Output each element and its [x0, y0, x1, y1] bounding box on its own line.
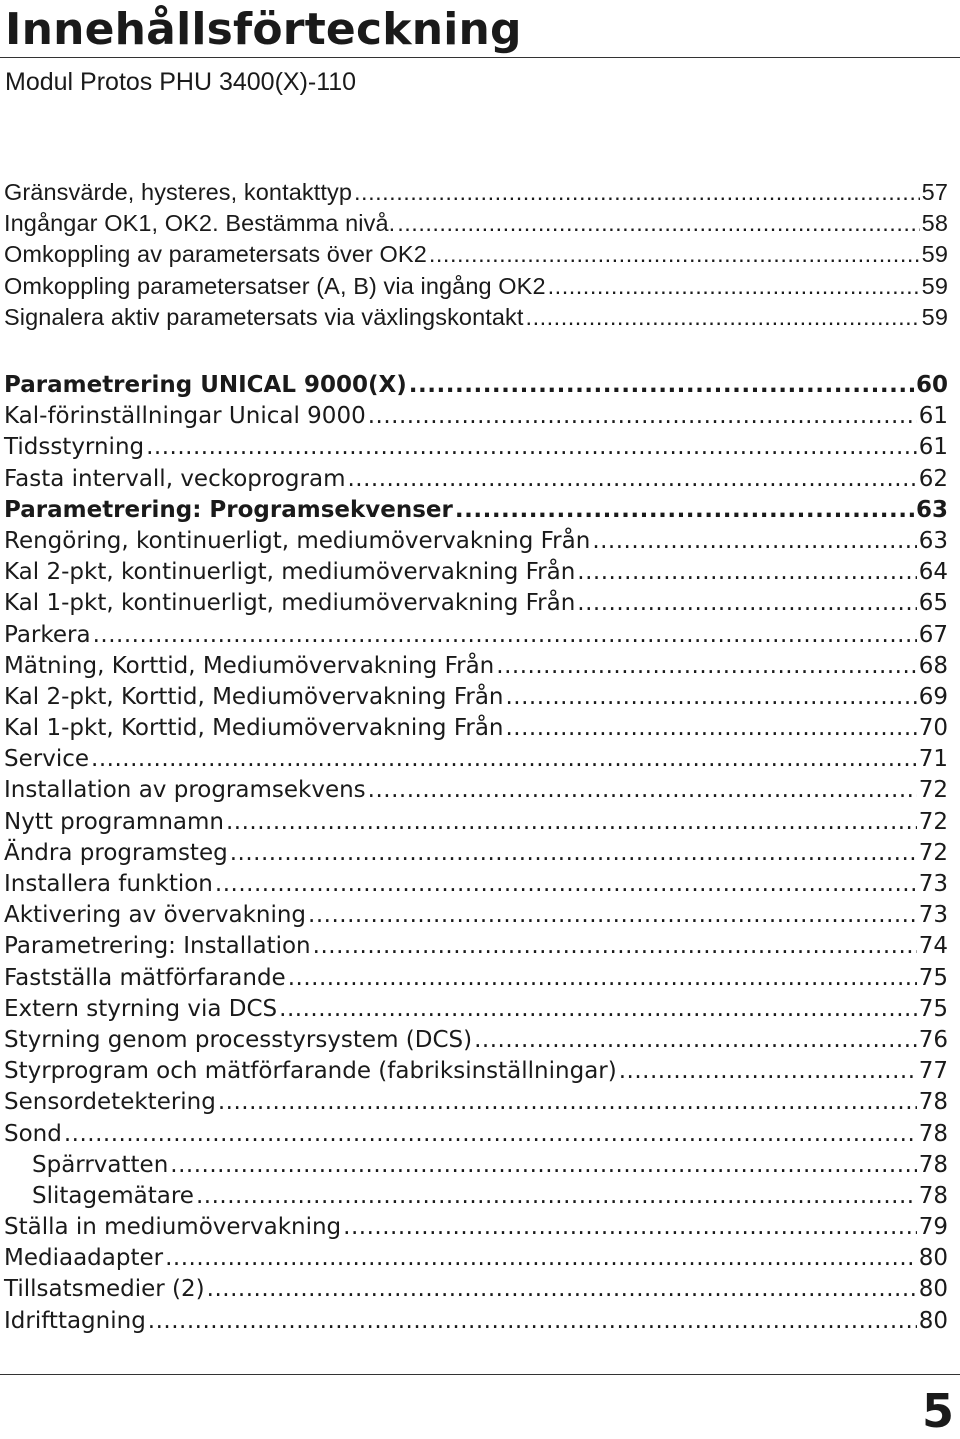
toc-entry-label: Installation av programsekvens: [4, 777, 366, 804]
toc-entry[interactable]: [4, 684, 948, 715]
toc-entry-page: 70: [918, 715, 948, 742]
toc-entry-page: 77: [918, 1058, 948, 1085]
toc-entry[interactable]: [4, 466, 948, 497]
toc-entry-page: 79: [918, 1214, 948, 1241]
toc-entry[interactable]: [4, 622, 948, 653]
toc-dot-leader: [577, 559, 916, 585]
toc-group-inputs: [4, 179, 948, 335]
toc-dot-leader: [165, 1245, 917, 1271]
toc-entry-page: 65: [918, 590, 948, 617]
toc-entry[interactable]: [4, 746, 948, 777]
toc-entry[interactable]: [4, 304, 948, 335]
toc-entry[interactable]: [4, 434, 948, 465]
toc-entry-page: 78: [918, 1120, 948, 1147]
toc-entry[interactable]: [4, 1308, 948, 1339]
toc-dot-leader: [196, 1183, 917, 1209]
toc-dot-leader: [313, 933, 917, 959]
toc-entry[interactable]: [4, 179, 948, 210]
toc-dot-leader: [226, 809, 917, 835]
toc-dot-leader: [526, 304, 920, 331]
toc-entry-page: 74: [918, 933, 948, 960]
page-number: 5: [921, 1384, 954, 1438]
toc-entry-label: Parametrering: Installation: [4, 933, 311, 960]
toc-dot-leader: [343, 1214, 917, 1240]
toc-entry-label: Mätning, Korttid, Mediumövervakning Från: [4, 652, 495, 679]
toc-dot-leader: [548, 273, 920, 300]
toc-entry[interactable]: [4, 1214, 948, 1245]
toc-entry-page: 78: [918, 1089, 948, 1116]
toc-dot-leader: [354, 179, 920, 206]
toc-entry-page: 73: [918, 902, 948, 929]
toc-entry-label: Kal 1-pkt, Korttid, Mediumövervakning Från: [4, 715, 504, 742]
toc-entry-label: Tidsstyrning: [4, 434, 145, 461]
toc-entry-label: Omkoppling parametersatser (A, B) via ingång OK2: [4, 272, 546, 299]
toc-entry-label: Tillsatsmedier (2): [4, 1276, 205, 1303]
toc-dot-leader: [64, 1121, 917, 1147]
toc-entry-page: 69: [918, 683, 948, 710]
toc-entry-page: 80: [918, 1245, 948, 1272]
toc-group-parametrering: [4, 372, 948, 1339]
toc-dot-leader: [619, 1058, 917, 1084]
toc-dot-leader: [474, 1027, 917, 1053]
toc-entry[interactable]: [4, 1245, 948, 1276]
toc-entry[interactable]: [4, 590, 948, 621]
toc-entry-label: Rengöring, kontinuerligt, mediumövervakning Från: [4, 527, 591, 554]
toc-dot-leader: [288, 965, 917, 991]
page-subtitle: Modul Protos PHU 3400(X)-110: [5, 68, 357, 96]
footer-divider: [0, 1374, 960, 1375]
toc-entry-label: Kal 2-pkt, kontinuerligt, mediumövervakning Från: [4, 559, 576, 586]
toc-entry[interactable]: [4, 403, 948, 434]
toc-dot-leader: [170, 1152, 916, 1178]
toc-dot-leader: [496, 653, 916, 679]
toc-entry-page: 62: [918, 465, 948, 492]
toc-entry-page: 68: [918, 652, 948, 679]
toc-entry[interactable]: [4, 1058, 948, 1089]
toc-entry[interactable]: [4, 809, 948, 840]
toc-entry-page: 75: [918, 964, 948, 991]
toc-entry-page: 73: [918, 871, 948, 897]
toc-entry-page: 60: [915, 372, 948, 398]
page-title: Innehållsförteckning: [5, 4, 522, 55]
toc-entry-page: 59: [921, 272, 948, 299]
toc-entry-page: 76: [918, 1026, 948, 1053]
toc-entry[interactable]: [4, 1276, 948, 1307]
toc-entry[interactable]: [4, 715, 948, 746]
toc-entry[interactable]: [4, 653, 948, 684]
toc-entry[interactable]: [4, 933, 948, 964]
toc-entry-page: 59: [921, 241, 948, 268]
toc-entry-label: Spärrvatten: [32, 1151, 169, 1178]
toc-entry[interactable]: [4, 372, 948, 403]
toc-entry-label: Nytt programnamn: [4, 808, 224, 835]
toc-dot-leader: [308, 902, 917, 928]
toc-entry-label: Aktivering av övervakning: [4, 902, 307, 929]
toc-entry-label: Idrifttagning: [4, 1307, 146, 1334]
toc-entry-label: Parkera: [4, 621, 91, 648]
toc-entry[interactable]: [4, 241, 948, 272]
toc-entry[interactable]: [4, 497, 948, 528]
toc-entry-page: 63: [918, 527, 948, 554]
toc-entry-page: 72: [918, 808, 948, 835]
toc-entry[interactable]: [4, 996, 948, 1027]
toc-entry-page: 75: [918, 995, 948, 1022]
toc-dot-leader: [91, 746, 917, 772]
toc-dot-leader: [409, 372, 914, 398]
toc-entry-page: 80: [918, 1307, 948, 1334]
toc-entry-page: 80: [918, 1276, 948, 1303]
toc-entry-label: Extern styrning via DCS: [4, 995, 278, 1022]
toc-entry-page: 59: [921, 303, 948, 330]
toc-entry-page: 61: [918, 434, 948, 461]
toc-dot-leader: [506, 715, 917, 741]
toc-entry[interactable]: [4, 777, 948, 808]
toc-entry-label: Parametrering UNICAL 9000(X): [4, 372, 407, 398]
toc-dot-leader: [577, 590, 916, 616]
toc-entry[interactable]: [4, 1121, 948, 1152]
toc-entry[interactable]: [4, 965, 948, 996]
toc-entry-page: 57: [921, 179, 948, 205]
toc-dot-leader: [279, 996, 917, 1022]
toc-entry[interactable]: [4, 559, 948, 590]
toc-entry-label: Installera funktion: [4, 871, 213, 897]
toc-dot-leader: [146, 434, 917, 460]
toc-entry-page: 64: [918, 559, 948, 586]
toc-dot-leader: [148, 1308, 917, 1334]
toc-entry-label: Styrning genom processtyrsystem (DCS): [4, 1026, 473, 1053]
toc-entry-page: 58: [921, 210, 948, 237]
toc-entry[interactable]: [4, 528, 948, 559]
toc-entry-label: Kal 2-pkt, Korttid, Mediumövervakning Från: [4, 683, 504, 710]
toc-entry-page: 72: [918, 839, 948, 866]
toc-dot-leader: [207, 1276, 917, 1302]
toc-entry[interactable]: [4, 1152, 948, 1183]
toc-entry-page: 61: [918, 403, 948, 430]
toc-dot-leader: [592, 528, 916, 554]
toc-entry[interactable]: [4, 210, 948, 241]
toc-entry-label: Gränsvärde, hysteres, kontakttyp: [4, 179, 353, 205]
title-divider: [0, 57, 960, 58]
toc-entry-page: 63: [915, 496, 948, 523]
toc-entry[interactable]: [4, 1089, 948, 1120]
toc-entry-page: 67: [918, 621, 948, 648]
toc-entry-label: Parametrering: Programsekvenser: [4, 496, 453, 523]
toc-entry-label: Kal 1-pkt, kontinuerligt, mediumövervakning Från: [4, 590, 576, 617]
toc-entry[interactable]: [4, 902, 948, 933]
toc-dot-leader: [93, 622, 917, 648]
toc-entry-label: Ingångar OK1, OK2. Bestämma nivå.: [4, 210, 396, 237]
toc-dot-leader: [215, 871, 917, 897]
toc-entry-label: Sond: [4, 1120, 62, 1147]
toc-entry-label: Fasta intervall, veckoprogram: [4, 465, 346, 492]
toc-entry-label: Slitagemätare: [32, 1182, 194, 1209]
toc-entry-label: Mediaadapter: [4, 1245, 164, 1272]
toc-entry[interactable]: [4, 1183, 948, 1214]
toc-entry[interactable]: [4, 1027, 948, 1058]
toc-entry-label: Kal-förinställningar Unical 9000: [4, 403, 366, 430]
toc-dot-leader: [429, 241, 920, 268]
toc-entry-label: Signalera aktiv parametersats via växlingskontakt: [4, 303, 524, 330]
toc-dot-leader: [506, 684, 917, 710]
toc-entry-label: Styrprogram och mätförfarande (fabriksinställningar): [4, 1058, 617, 1085]
toc-entry-label: Omkoppling av parametersats över OK2: [4, 241, 427, 268]
toc-entry[interactable]: [4, 273, 948, 304]
toc-entry-page: 72: [918, 777, 948, 804]
toc-dot-leader: [218, 1089, 917, 1115]
toc-dot-leader: [397, 210, 919, 237]
toc-entry-page: 78: [918, 1182, 948, 1209]
toc-dot-leader: [347, 466, 916, 492]
toc-entry-label: Fastställa mätförfarande: [4, 964, 286, 991]
toc-entry-page: 71: [918, 746, 948, 773]
toc-entry[interactable]: [4, 840, 948, 871]
toc-dot-leader: [455, 497, 914, 523]
toc-entry-label: Ändra programsteg: [4, 839, 228, 866]
toc-entry-label: Service: [4, 746, 90, 773]
toc-entry-page: 78: [918, 1151, 948, 1178]
toc-dot-leader: [230, 840, 917, 866]
toc-dot-leader: [368, 777, 917, 803]
toc-entry-label: Ställa in mediumövervakning: [4, 1214, 342, 1241]
toc-entry[interactable]: [4, 871, 948, 902]
toc-dot-leader: [368, 403, 917, 429]
toc-entry-label: Sensordetektering: [4, 1089, 216, 1116]
